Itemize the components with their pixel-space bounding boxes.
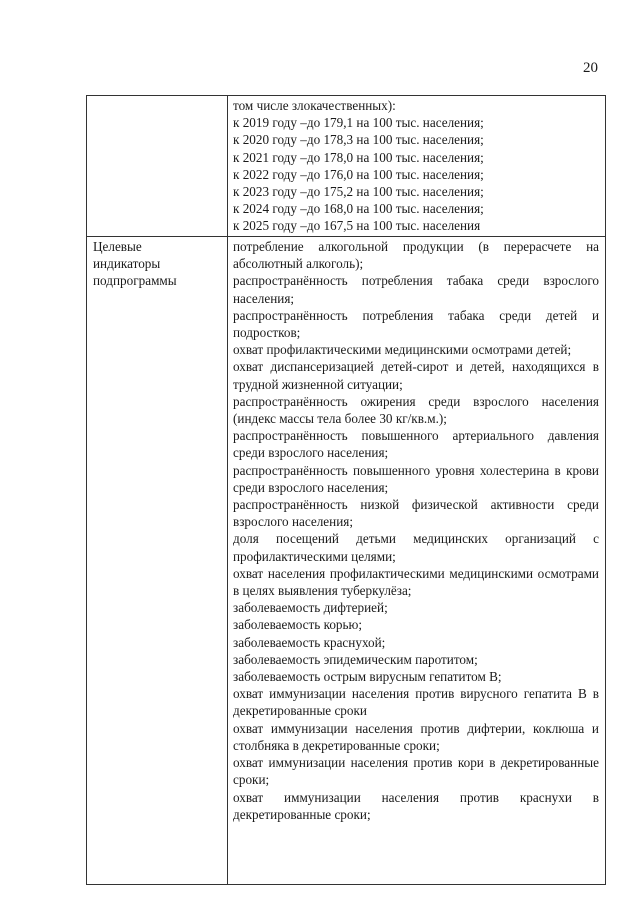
indicator-item: заболеваемость краснухой; <box>233 634 386 650</box>
indicator-item: распространённость потребления табака среди детей и подростков; <box>233 307 599 341</box>
indicator-item: заболеваемость корью; <box>233 617 363 633</box>
label-line: Целевые <box>93 239 142 254</box>
indicator-item: охват иммунизации населения против дифтерии, коклюша и столбняка в декретированные сроки; <box>233 720 599 753</box>
indicator-item: охват диспансеризацией детей-сирот и детей, находящихся в трудной жизненной ситуации; <box>233 359 599 392</box>
indicator-item: охват иммунизации населения против вирусного гепатита В в декретированные сроки <box>233 686 599 719</box>
text-line: к 2019 году –до 179,1 на 100 тыс. населения; <box>233 115 484 131</box>
row-divider <box>87 236 605 237</box>
indicator-item: охват иммунизации населения против краснухи в декретированные сроки; <box>233 789 599 822</box>
text-line: к 2022 году –до 176,0 на 100 тыс. населения; <box>233 166 484 182</box>
text-line: том числе злокачественных): <box>233 98 396 113</box>
indicator-item: заболеваемость острым вирусным гепатитом В; <box>233 669 502 685</box>
text-line: к 2021 году –до 178,0 на 100 тыс. населения; <box>233 149 484 165</box>
indicator-item: охват профилактическими медицинскими осмотрами детей; <box>233 342 572 358</box>
page-number: 20 <box>583 60 598 76</box>
indicator-item: распространённость потребления табака среди взрослого населения; <box>233 273 599 306</box>
indicator-item: распространённость низкой физической активности среди взрослого населения; <box>233 497 599 530</box>
mortality-targets-cell <box>233 97 599 235</box>
text-line: к 2025 году –до 167,5 на 100 тыс. населения <box>233 218 481 234</box>
text-line: к 2023 году –до 175,2 на 100 тыс. населения; <box>233 184 484 200</box>
indicators-label-cell <box>93 238 221 290</box>
label-line: подпрограммы <box>93 273 177 289</box>
indicator-item: распространённость повышенного уровня холестерина в крови среди взрослого населения; <box>233 462 599 495</box>
text-line: к 2020 году –до 178,3 на 100 тыс. населения; <box>233 132 484 148</box>
text-line: к 2024 году –до 168,0 на 100 тыс. населения; <box>233 201 484 217</box>
indicator-item: распространённость повышенного артериального давления среди взрослого населения; <box>233 428 599 461</box>
indicator-item: заболеваемость дифтерией; <box>233 600 388 616</box>
label-line: индикаторы <box>93 256 161 272</box>
column-divider <box>227 96 228 884</box>
indicators-list-cell <box>233 238 599 823</box>
indicator-item: охват населения профилактическими медицинскими осмотрами в целях выявления туберкулёза; <box>233 565 599 599</box>
indicator-item: заболеваемость эпидемическим паротитом; <box>233 651 478 667</box>
subprogram-passport-table <box>86 95 606 885</box>
indicator-item: распространённость ожирения среди взрослого населения (индекс массы тела более 30 кг/кв.м.); <box>233 393 599 427</box>
indicator-item: доля посещений детьми медицинских организаций с профилактическими целями; <box>233 531 599 564</box>
indicator-item: охват иммунизации населения против кори в декретированные сроки; <box>233 755 599 788</box>
indicator-item: потребление алкогольной продукции (в перерасчете на абсолютный алкоголь); <box>233 239 599 272</box>
